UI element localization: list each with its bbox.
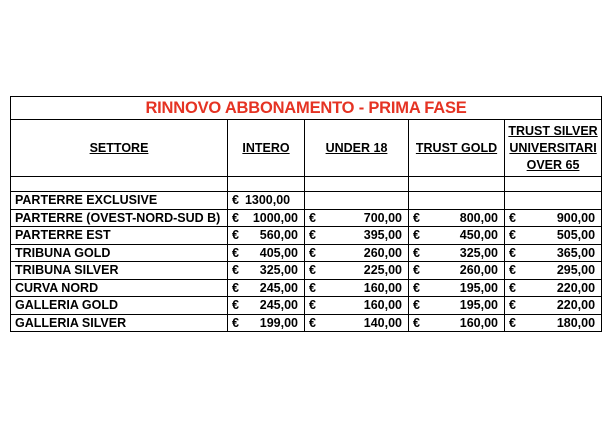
price-cell-under18 — [305, 279, 409, 297]
price-value: 160,00 — [363, 280, 402, 295]
header-intero — [228, 120, 305, 177]
table-row — [11, 227, 602, 245]
currency-symbol: € — [413, 210, 420, 225]
title-row — [11, 97, 602, 120]
header-trust-gold-label: TRUST GOLD — [415, 140, 498, 155]
price-cell-intero — [228, 314, 305, 332]
price-value: 195,00 — [459, 280, 498, 295]
price-cell-under18 — [305, 297, 409, 315]
price-value: 260,00 — [363, 245, 402, 260]
price-cell-under18 — [305, 244, 409, 262]
price-cell-under18 — [305, 314, 409, 332]
header-row — [11, 120, 602, 177]
table-title: RINNOVO ABBONAMENTO - PRIMA FASE — [11, 97, 602, 120]
price-cell-intero — [228, 297, 305, 315]
price-value: 395,00 — [363, 228, 402, 242]
header-trust-silver-line2: UNIVERSITARI — [509, 140, 597, 155]
header-settore-label: SETTORE — [89, 140, 149, 155]
price-cell-trust-silver — [505, 262, 602, 280]
currency-symbol: € — [232, 298, 239, 312]
table-row — [11, 297, 602, 315]
price-value: 325,00 — [259, 263, 298, 277]
currency-symbol: € — [413, 280, 420, 295]
price-value: 1000,00 — [252, 210, 298, 225]
price-cell-intero — [228, 192, 305, 210]
price-cell-under18 — [305, 262, 409, 280]
price-value: 365,00 — [556, 245, 596, 260]
currency-symbol: € — [509, 298, 516, 312]
price-value: 160,00 — [459, 315, 498, 330]
currency-symbol: € — [232, 263, 239, 277]
price-cell-intero — [228, 279, 305, 297]
currency-symbol: € — [509, 245, 516, 260]
price-value: 800,00 — [459, 210, 498, 225]
price-value: 295,00 — [556, 263, 596, 277]
table-row — [11, 279, 602, 297]
currency-symbol: € — [309, 245, 316, 260]
currency-symbol: € — [509, 263, 516, 277]
header-trust-gold — [409, 120, 505, 177]
header-trust-silver-line3: OVER 65 — [526, 157, 580, 172]
price-cell-trust-gold — [409, 244, 505, 262]
price-cell-under18 — [305, 192, 409, 210]
table-row — [11, 209, 602, 227]
price-value: 260,00 — [459, 263, 498, 277]
price-value: 180,00 — [556, 315, 596, 330]
settore-cell: TRIBUNA SILVER — [11, 262, 228, 280]
price-cell-trust-silver — [505, 297, 602, 315]
header-trust-silver-line1: TRUST SILVER — [508, 123, 598, 138]
price-cell-intero — [228, 262, 305, 280]
price-table — [10, 96, 602, 332]
currency-symbol: € — [509, 280, 516, 295]
price-value: 1300,00 — [244, 193, 291, 207]
price-value: 225,00 — [363, 263, 402, 277]
price-cell-intero — [228, 209, 305, 227]
currency-symbol: € — [232, 280, 239, 295]
table-row — [11, 262, 602, 280]
price-value: 450,00 — [459, 228, 498, 242]
currency-symbol: € — [509, 228, 516, 242]
price-value: 140,00 — [363, 315, 402, 330]
price-table-container — [10, 96, 601, 332]
price-cell-trust-silver — [505, 227, 602, 245]
price-value: 700,00 — [363, 210, 402, 225]
settore-cell: PARTERRE EST — [11, 227, 228, 245]
price-value: 245,00 — [259, 280, 298, 295]
price-value: 900,00 — [556, 210, 596, 225]
currency-symbol: € — [509, 315, 516, 330]
price-cell-trust-silver — [505, 209, 602, 227]
settore-cell: GALLERIA GOLD — [11, 297, 228, 315]
settore-cell: TRIBUNA GOLD — [11, 244, 228, 262]
settore-cell: PARTERRE EXCLUSIVE — [11, 192, 228, 210]
price-cell-trust-gold — [409, 297, 505, 315]
price-value: 560,00 — [259, 228, 298, 242]
spacer-row — [11, 177, 602, 192]
price-cell-trust-silver — [505, 279, 602, 297]
price-value: 199,00 — [259, 315, 298, 330]
price-value: 220,00 — [556, 298, 596, 312]
currency-symbol: € — [413, 263, 420, 277]
currency-symbol: € — [232, 210, 239, 225]
price-cell-trust-silver — [505, 192, 602, 210]
price-cell-trust-silver — [505, 244, 602, 262]
currency-symbol: € — [309, 280, 316, 295]
price-cell-intero — [228, 244, 305, 262]
header-settore — [11, 120, 228, 177]
price-cell-under18 — [305, 209, 409, 227]
price-cell-trust-gold — [409, 279, 505, 297]
settore-cell: PARTERRE (OVEST-NORD-SUD B) — [11, 209, 228, 227]
currency-symbol: € — [309, 210, 316, 225]
price-value: 245,00 — [259, 298, 298, 312]
currency-symbol: € — [413, 228, 420, 242]
currency-symbol: € — [309, 228, 316, 242]
price-cell-trust-gold — [409, 209, 505, 227]
currency-symbol: € — [509, 210, 516, 225]
settore-cell: CURVA NORD — [11, 279, 228, 297]
price-value: 405,00 — [259, 245, 298, 260]
currency-symbol: € — [232, 193, 239, 207]
settore-cell: GALLERIA SILVER — [11, 314, 228, 332]
price-value: 505,00 — [556, 228, 596, 242]
table-row — [11, 244, 602, 262]
price-cell-trust-silver — [505, 314, 602, 332]
currency-symbol: € — [309, 315, 316, 330]
price-value: 220,00 — [556, 280, 596, 295]
currency-symbol: € — [232, 228, 239, 242]
price-cell-trust-gold — [409, 192, 505, 210]
price-cell-trust-gold — [409, 314, 505, 332]
price-cell-trust-gold — [409, 227, 505, 245]
price-cell-trust-gold — [409, 262, 505, 280]
currency-symbol: € — [309, 263, 316, 277]
price-cell-under18 — [305, 227, 409, 245]
currency-symbol: € — [413, 245, 420, 260]
header-intero-label: INTERO — [242, 140, 290, 155]
currency-symbol: € — [413, 298, 420, 312]
currency-symbol: € — [232, 315, 239, 330]
header-under18 — [305, 120, 409, 177]
price-cell-intero — [228, 227, 305, 245]
currency-symbol: € — [413, 315, 420, 330]
price-value: 195,00 — [459, 298, 498, 312]
table-row — [11, 192, 602, 210]
table-row — [11, 314, 602, 332]
currency-symbol: € — [232, 245, 239, 260]
header-trust-silver — [505, 120, 602, 177]
price-value: 325,00 — [459, 245, 498, 260]
header-under18-label: UNDER 18 — [325, 140, 388, 155]
currency-symbol: € — [309, 298, 316, 312]
price-value: 160,00 — [363, 298, 402, 312]
